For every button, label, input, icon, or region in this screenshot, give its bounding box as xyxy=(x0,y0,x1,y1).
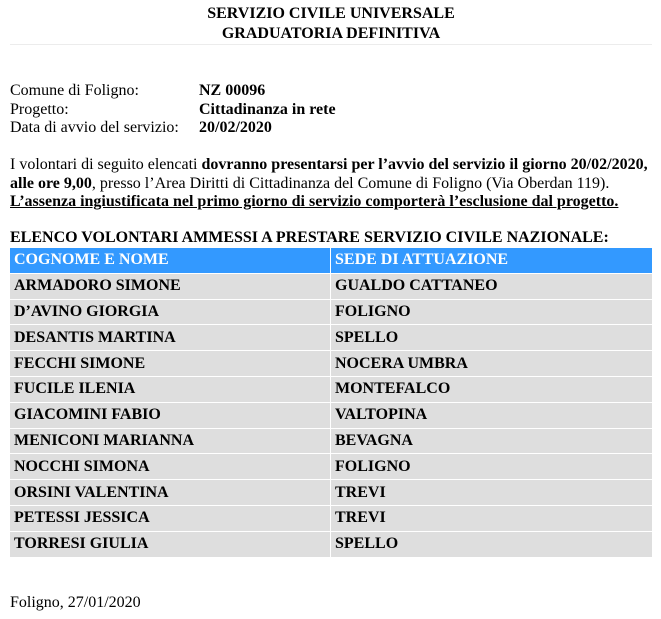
info-row-progetto xyxy=(10,101,336,120)
volunteer-name-cell: MENICONI MARIANNA xyxy=(10,429,330,454)
project-info xyxy=(10,82,336,138)
header-subtitle: GRADUATORIA DEFINITIVA xyxy=(221,25,441,42)
volunteer-name-cell: ARMADORO SIMONE xyxy=(10,274,330,299)
table-body xyxy=(10,274,652,557)
info-label: Comune di Foligno: xyxy=(10,82,139,99)
table-row xyxy=(10,454,652,479)
list-title: ELENCO VOLONTARI AMMESSI A PRESTARE SERVIZIO CIVILE NAZIONALE: xyxy=(10,229,609,246)
assignment-site-cell: SPELLO xyxy=(331,532,652,557)
assignment-site-cell: TREVI xyxy=(331,506,652,531)
document-header xyxy=(10,4,652,44)
notice-date-time: dovranno presentarsi per l’avvio del servizio il giorno 20/02/2020, alle ore 9,00 xyxy=(10,156,648,192)
header-title: SERVIZIO CIVILE UNIVERSALE xyxy=(207,5,455,22)
place-date-footer: Foligno, 27/01/2020 xyxy=(10,594,141,611)
assignment-site-cell: TREVI xyxy=(331,480,652,505)
table-row xyxy=(10,300,652,325)
assignment-site-cell: BEVAGNA xyxy=(331,429,652,454)
volunteers-table xyxy=(9,247,653,558)
info-row-data-avvio xyxy=(10,119,336,138)
notice-paragraph xyxy=(10,156,655,212)
table-row xyxy=(10,274,652,299)
volunteer-name-cell: FUCILE ILENIA xyxy=(10,377,330,402)
assignment-site-cell: FOLIGNO xyxy=(331,454,652,479)
volunteer-name-cell: PETESSI JESSICA xyxy=(10,506,330,531)
volunteer-name-cell: ORSINI VALENTINA xyxy=(10,480,330,505)
table-row xyxy=(10,506,652,531)
volunteer-name-cell: D’AVINO GIORGIA xyxy=(10,300,330,325)
assignment-site-cell: SPELLO xyxy=(331,325,652,350)
table-row xyxy=(10,351,652,376)
notice-text: I volontari di seguito elencati xyxy=(10,156,202,173)
assignment-site-cell: VALTOPINA xyxy=(331,403,652,428)
assignment-site-cell: MONTEFALCO xyxy=(331,377,652,402)
info-row-comune xyxy=(10,82,336,101)
table-row xyxy=(10,532,652,557)
volunteer-name-cell: DESANTIS MARTINA xyxy=(10,325,330,350)
volunteer-name-cell: FECCHI SIMONE xyxy=(10,351,330,376)
volunteer-name-cell: NOCCHI SIMONA xyxy=(10,454,330,479)
column-header-name: COGNOME E NOME xyxy=(10,248,330,273)
info-label: Progetto: xyxy=(10,100,69,118)
absence-warning: L’assenza ingiustificata nel primo giorno di servizio comporterà l’esclusione dal progetto. xyxy=(10,193,619,210)
info-value: Cittadinanza in rete xyxy=(199,100,336,118)
table-row xyxy=(10,377,652,402)
table-row xyxy=(10,429,652,454)
info-label: Data di avvio del servizio: xyxy=(10,119,179,136)
table-row xyxy=(10,403,652,428)
table-row xyxy=(10,480,652,505)
table-row xyxy=(10,325,652,350)
info-value: NZ 00096 xyxy=(199,82,266,99)
assignment-site-cell: NOCERA UMBRA xyxy=(331,351,652,376)
header-divider xyxy=(10,44,652,45)
notice-location: , presso l’Area Diritti di Cittadinanza del Comune di Foligno (Via Oberdan 119). xyxy=(91,174,610,192)
info-value: 20/02/2020 xyxy=(199,119,272,136)
table-header-row xyxy=(10,248,652,273)
assignment-site-cell: FOLIGNO xyxy=(331,300,652,325)
volunteer-name-cell: GIACOMINI FABIO xyxy=(10,403,330,428)
volunteer-name-cell: TORRESI GIULIA xyxy=(10,532,330,557)
column-header-site: SEDE DI ATTUAZIONE xyxy=(331,248,652,273)
assignment-site-cell: GUALDO CATTANEO xyxy=(331,274,652,299)
